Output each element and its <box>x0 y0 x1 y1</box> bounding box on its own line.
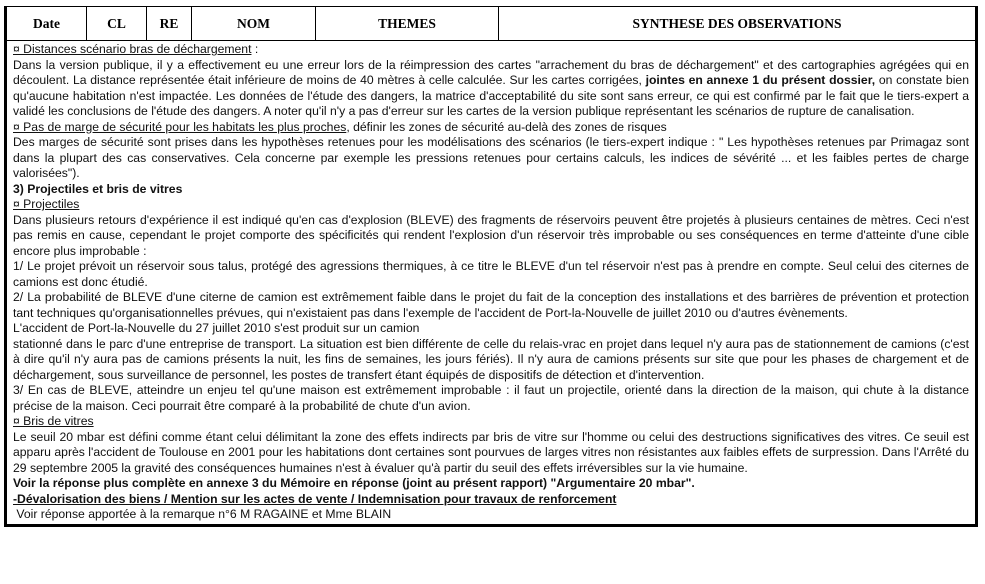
header-synthese: SYNTHESE DES OBSERVATIONS <box>499 7 977 41</box>
section-devalorisation-heading: -Dévalorisation des biens / Mention sur les actes de vente / Indemnisation pour travaux de renforcement <box>13 491 617 506</box>
header-themes: THEMES <box>316 7 499 41</box>
devalorisation-text: Voir réponse apportée à la remarque n°6 M RAGAINE et Mme BLAIN <box>13 507 392 521</box>
section-distances-text: Dans la version publique, il y a effectivement eu une erreur lors de la réimpression des cartes "arrachement du bras de déchargement" et des cartographies agrégées qui en découlent. La distance représentée était inférieure de moins de 40 mètres à celle calculée. Sur les cartes corrigées, jointes en annexe 1 du présent dossier, on constate bien qu'aucune habitation n'est impactée. Les données de l'étude des dangers, la matrice d'acceptabilité du site sont sans erreur, ce qui est confirmé par le fait que le tiers-expert a validé les conclusions de l'étude des dangers. A noter qu'il n'y a pas d'erreur sur les cartes de la version publique représentant les scénarios de rupture de canalisation. <box>13 57 969 118</box>
section-marge-text: Des marges de sécurité sont prises dans les hypothèses retenues pour les modélisations des scénarios (le tiers-expert indique : " Les hypothèses retenues par Primagaz sont dans la plupart des cas conservatives. Cela concerne par exemple les pressions retenues pour certains calculs, les indices de sévérité ... et les faibles pertes de charge valorisées"). <box>13 135 969 180</box>
bris-paragraph: Le seuil 20 mbar est défini comme étant celui délimitant la zone des effets indirects par bris de vitre sur l'homme ou celui des destructions significatives des vitres. Ce seuil est apparu après l'accident de Toulouse en 2001 pour les habitations dont certaines sont pourvues de larges vitres non résistantes aux faibles effets de surpression. Dans l'Arrêté du 29 septembre 2005 la gravité des conséquences humaines n'est à évaluer qu'à partir du seuil des effets irréversibles sur la vie humaine. <box>13 429 969 475</box>
projectiles-paragraph-4: L'accident de Port-la-Nouvelle du 27 juillet 2010 s'est produit sur un camion <box>13 321 420 335</box>
projectiles-paragraph-1: Dans plusieurs retours d'expérience il est indiqué qu'en cas d'explosion (BLEVE) des fragments de réservoirs peuvent être projetés à plusieurs centaines de mètres. Ceci n'est pas remis en cause, cependant le projet comporte des spécificités qui rendent l'explosion d'un réservoir très improbable ou ses conséquences en terme d'atteinte d'une cible encore plus improbable : <box>13 212 969 258</box>
header-cl: CL <box>87 7 147 41</box>
observations-table <box>4 6 978 527</box>
section-projectiles-heading: 3) Projectiles et bris de vitres <box>13 181 183 196</box>
header-date: Date <box>6 7 87 41</box>
header-nom: NOM <box>192 7 316 41</box>
subsection-projectiles-title: ¤ Projectiles <box>13 197 80 211</box>
header-re: RE <box>147 7 192 41</box>
projectiles-paragraph-3: 2/ La probabilité de BLEVE d'une citerne de camion est extrêmement faible dans le projet du fait de la conception des installations et des barrières de prévention et protection tant techniques qu'organisationnelles prévues, qui n'existaient pas dans l'exemple de l'accident de Port-la-Nouvelle de juillet 2010 ou d'autres évènements. <box>13 290 969 320</box>
projectiles-paragraph-5: stationné dans le parc d'une entreprise de transport. La situation est bien différente de celle du relais-vrac en projet dans lequel n'y aura pas de stationnement de camions (c'est à dire qu'il n'y aura pas de camions présents la nuit, les fins de semaines, les jours fériés). Il n'y aura de camions présents sur site que pour les phases de chargement et de déchargement, sous surveillance de personnel, les postes de transfert étant équipés de dispositifs de détection et d'intervention. <box>13 336 969 382</box>
section-marge-title: ¤ Pas de marge de sécurité pour les habitats les plus proches, définir les zones de sécurité au-delà des zones de risques <box>13 119 667 134</box>
projectiles-paragraph-6: 3/ En cas de BLEVE, atteindre un enjeu tel qu'une maison est extrêmement improbable : il faut un projectile, orienté dans la direction de la maison, qui chute à la distance précise de la maison. Ceci pourrait être comparé à la probabilité de chute d'un avion. <box>13 383 969 413</box>
subsection-bris-title: ¤ Bris de vitres <box>13 414 94 428</box>
table-header <box>4 6 978 41</box>
bris-reference: Voir la réponse plus complète en annexe 3 du Mémoire en réponse (joint au présent rapport) "Argumentaire 20 mbar". <box>13 476 695 490</box>
synthesis-body <box>4 41 978 527</box>
projectiles-paragraph-2: 1/ Le projet prévoit un réservoir sous talus, protégé des agressions thermiques, à ce titre le BLEVE d'un tel réservoir n'est pas à prendre en compte. Seul celui des citernes de camions est donc étudié. <box>13 259 969 289</box>
section-distances-title: ¤ Distances scénario bras de déchargement : <box>13 42 259 56</box>
